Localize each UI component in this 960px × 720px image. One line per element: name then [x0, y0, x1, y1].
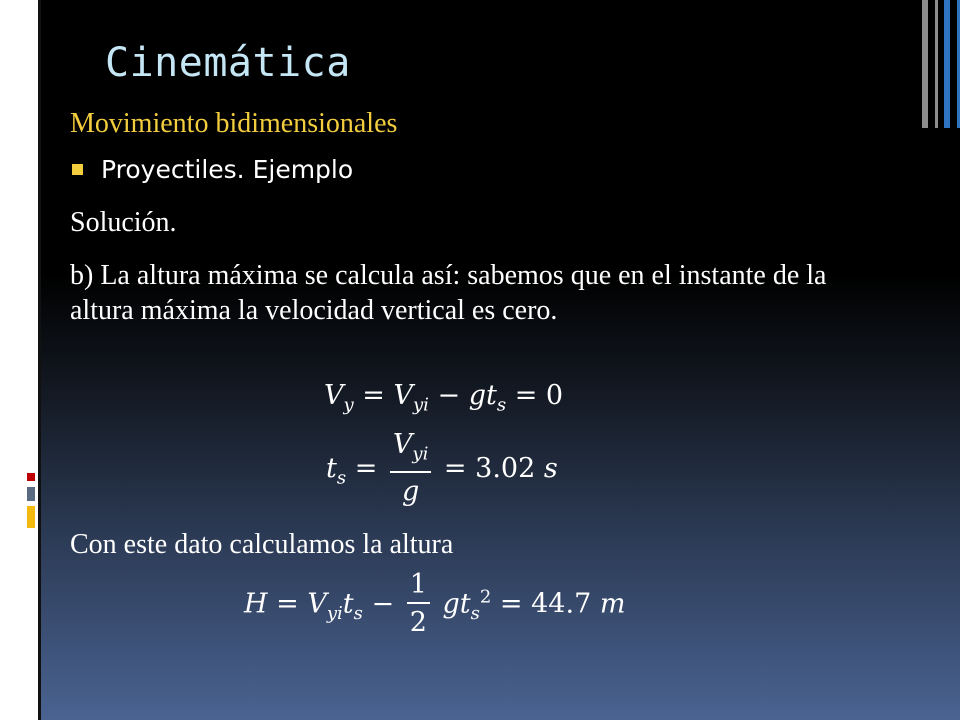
time-value: 3.02: [475, 453, 536, 485]
bullet-text: Proyectiles. Ejemplo: [101, 155, 354, 184]
fraction-half: $\frac{1}{2}$: [407, 568, 430, 642]
fraction: $\frac{V_{yi}}{g}$: [390, 428, 431, 511]
decor-yellow-bar: [27, 506, 35, 528]
equation-vertical-velocity: $V_y = V_{yi} - gt_s = 0$: [324, 380, 564, 416]
height-value: 44.7: [531, 588, 592, 620]
explanation-paragraph: b) La altura máxima se calcula así: sabemos que en el instante de la altura máxima la velocidad vertical es cero.: [70, 260, 827, 326]
solution-label: Solución.: [70, 207, 177, 238]
equation-height: $H = V_{yi}t_s$ − $\frac{1}{2}$ $gt_s^2 = 44.7$ m: [244, 568, 625, 642]
equation-time: $t_s$ = $\frac{V_{yi}}{g}$ = 3.02 s: [326, 428, 558, 511]
height-unit: m: [599, 588, 626, 620]
decor-line-gray: [922, 0, 928, 128]
slide-title: Cinemática: [105, 40, 351, 86]
bullet-item: [70, 155, 353, 184]
decor-line-gray-2: [935, 0, 938, 128]
decor-red-square: [27, 473, 35, 481]
followup-text: Con este dato calculamos la altura: [70, 529, 454, 560]
square-bullet-icon: [72, 164, 83, 175]
decor-line-blue: [944, 0, 950, 128]
slide-subtitle: Movimiento bidimensionales: [70, 108, 398, 139]
time-unit: s: [543, 453, 558, 485]
decor-gray-bar: [27, 487, 35, 501]
left-margin: [0, 0, 38, 720]
slide: [38, 0, 960, 720]
decor-left-edge: [38, 0, 41, 720]
